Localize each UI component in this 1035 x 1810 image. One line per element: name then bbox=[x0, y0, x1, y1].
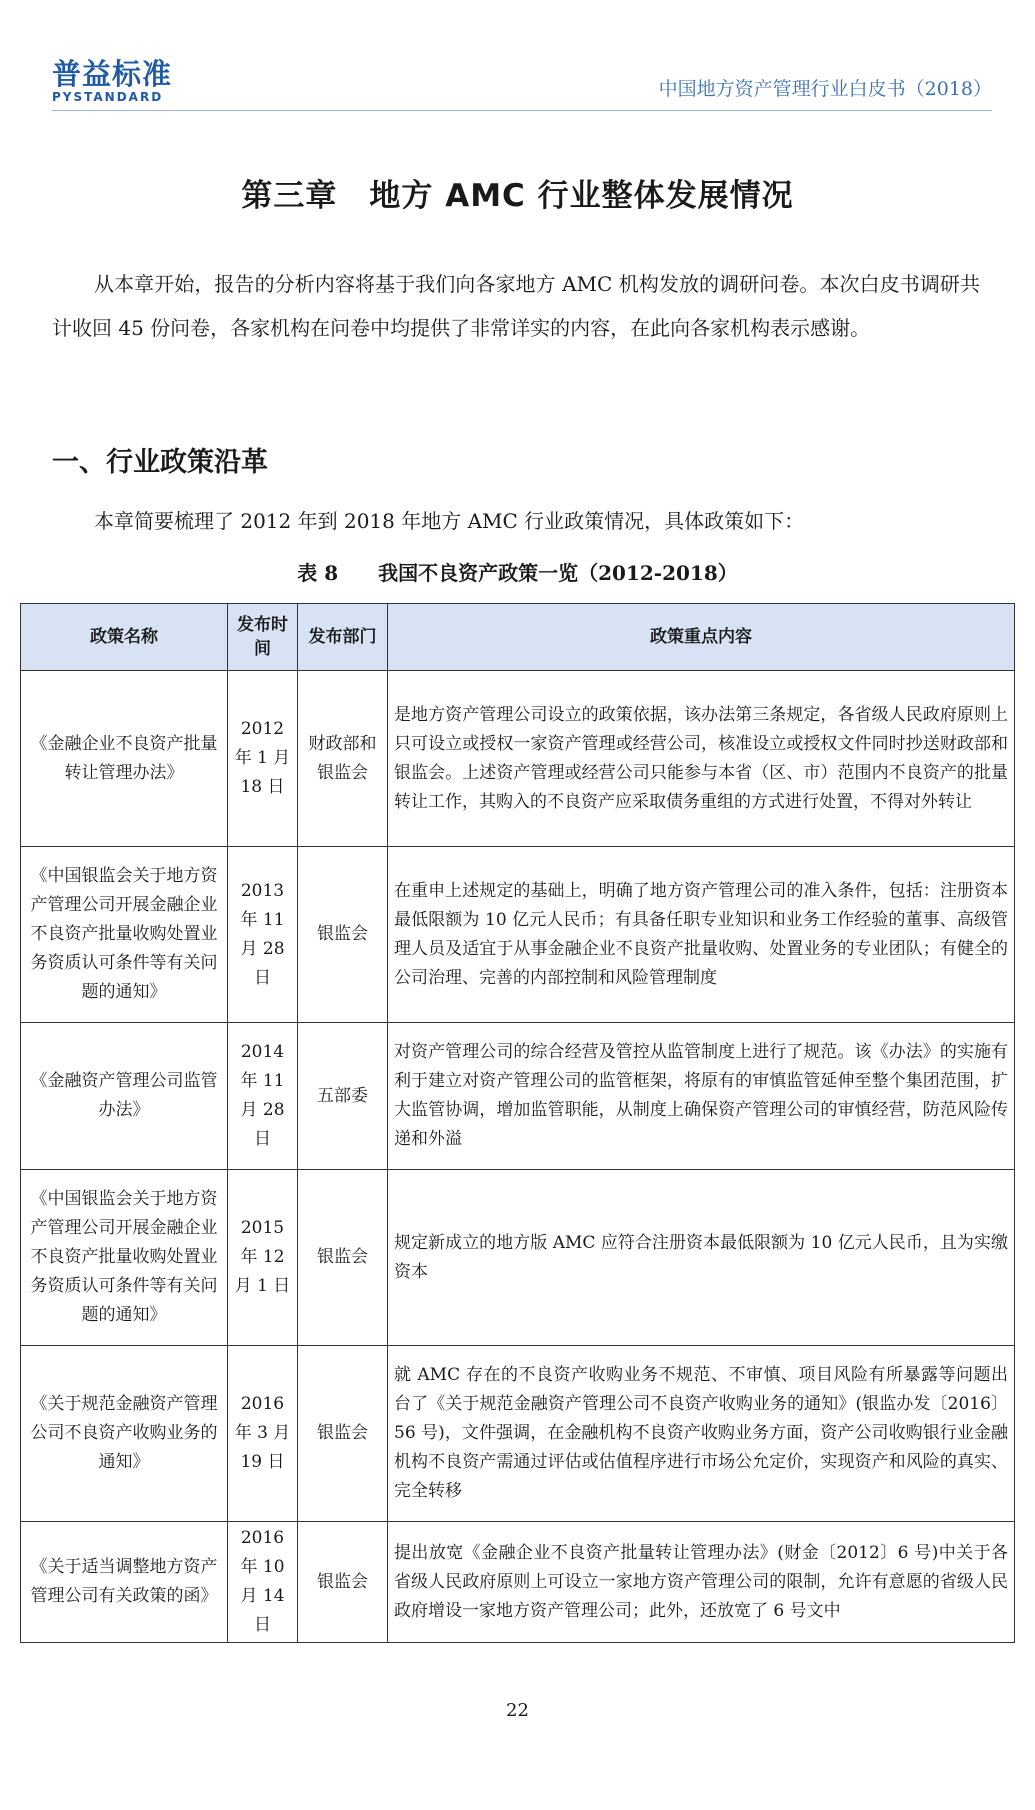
header-release-date: 发布时间 bbox=[228, 604, 298, 671]
policy-name: 《中国银监会关于地方资产管理公司开展金融企业不良资产批量收购处置业务资质认可条件等有关问题的通知》 bbox=[21, 1170, 228, 1346]
key-content: 是地方资产管理公司设立的政策依据，该办法第三条规定，各省级人民政府原则上只可设立或授权一家资产管理或经营公司，核准设立或授权文件同时抄送财政部和银监会。上述资产管理或经营公司只能参与本省（区、市）范围内不良资产的批量转让工作，其购入的不良资产应采取债务重组的方式进行处置，不得对外转让 bbox=[388, 671, 1015, 847]
department: 财政部和银监会 bbox=[298, 671, 388, 847]
table-row bbox=[21, 847, 1015, 1023]
logo-chinese: 普益标准 bbox=[52, 57, 173, 91]
table-row bbox=[21, 1522, 1015, 1643]
key-content: 在重申上述规定的基础上，明确了地方资产管理公司的准入条件，包括：注册资本最低限额为 10 亿元人民币；有具备任职专业知识和业务工作经验的董事、高级管理人员及适宜于从事金融企业不良资产批量收购、处置业务的专业团队；有健全的公司治理、完善的内部控制和风险管理制度 bbox=[388, 847, 1015, 1023]
department: 银监会 bbox=[298, 847, 388, 1023]
release-date: 2012 年 1 月 18 日 bbox=[228, 671, 298, 847]
department: 银监会 bbox=[298, 1170, 388, 1346]
logo-english: PYSTANDARD bbox=[52, 90, 164, 104]
header-department: 发布部门 bbox=[298, 604, 388, 671]
page-number: 22 bbox=[506, 1700, 529, 1721]
table-row bbox=[21, 1346, 1015, 1522]
page-header bbox=[52, 58, 992, 108]
logo bbox=[52, 58, 172, 104]
table-row bbox=[21, 1023, 1015, 1170]
department: 五部委 bbox=[298, 1023, 388, 1170]
key-content: 就 AMC 存在的不良资产收购业务不规范、不审慎、项目风险有所暴露等问题出台了《关于规范金融资产管理公司不良资产收购业务的通知》(银监办发〔2016〕56 号)，文件强调，在金融机构不良资产收购业务方面，资产公司收购银行业金融机构不良资产需通过评估或估值程序进行市场公允定价，实现资产和风险的真实、完全转移 bbox=[388, 1346, 1015, 1522]
section-intro: 本章简要梳理了 2012 年到 2018 年地方 AMC 行业政策情况，具体政策如下： bbox=[94, 509, 805, 533]
document-title: 中国地方资产管理行业白皮书（2018） bbox=[658, 78, 992, 100]
table-row bbox=[21, 671, 1015, 847]
intro-paragraph: 从本章开始，报告的分析内容将基于我们向各家地方 AMC 机构发放的调研问卷。本次白皮书调研共计收回 45 份问卷，各家机构在问卷中均提供了非常详实的内容，在此向各家机构表示感谢。 bbox=[52, 272, 980, 340]
policy-table bbox=[20, 603, 1015, 1643]
chapter-title: 第三章 地方 AMC 行业整体发展情况 bbox=[241, 178, 794, 214]
header-divider bbox=[52, 110, 992, 111]
header-policy-name: 政策名称 bbox=[21, 604, 228, 671]
table-caption: 表 8 我国不良资产政策一览（2012-2018） bbox=[297, 561, 738, 585]
policy-name: 《金融企业不良资产批量转让管理办法》 bbox=[21, 671, 228, 847]
release-date: 2014 年 11 月 28 日 bbox=[228, 1023, 298, 1170]
department: 银监会 bbox=[298, 1346, 388, 1522]
release-date: 2016 年 10 月 14 日 bbox=[228, 1522, 298, 1643]
policy-name: 《关于规范金融资产管理公司不良资产收购业务的通知》 bbox=[21, 1346, 228, 1522]
policy-name: 《金融资产管理公司监管办法》 bbox=[21, 1023, 228, 1170]
table-header-row bbox=[21, 604, 1015, 671]
release-date: 2015 年 12 月 1 日 bbox=[228, 1170, 298, 1346]
key-content: 提出放宽《金融企业不良资产批量转让管理办法》(财金〔2012〕6 号)中关于各省级人民政府原则上可设立一家地方资产管理公司的限制，允许有意愿的省级人民政府增设一家地方资产管理公司；此外，还放宽了 6 号文中 bbox=[388, 1522, 1015, 1643]
department: 银监会 bbox=[298, 1522, 388, 1643]
release-date: 2013 年 11 月 28 日 bbox=[228, 847, 298, 1023]
release-date: 2016 年 3 月 19 日 bbox=[228, 1346, 298, 1522]
section-heading: 一、行业政策沿革 bbox=[52, 447, 268, 478]
table-row bbox=[21, 1170, 1015, 1346]
policy-name: 《关于适当调整地方资产管理公司有关政策的函》 bbox=[21, 1522, 228, 1643]
policy-name: 《中国银监会关于地方资产管理公司开展金融企业不良资产批量收购处置业务资质认可条件等有关问题的通知》 bbox=[21, 847, 228, 1023]
key-content: 规定新成立的地方版 AMC 应符合注册资本最低限额为 10 亿元人民币，且为实缴资本 bbox=[388, 1170, 1015, 1346]
key-content: 对资产管理公司的综合经营及管控从监管制度上进行了规范。该《办法》的实施有利于建立对资产管理公司的监管框架，将原有的审慎监管延伸至整个集团范围，扩大监管协调，增加监管职能，从制度上确保资产管理公司的审慎经营，防范风险传递和外溢 bbox=[388, 1023, 1015, 1170]
header-key-content: 政策重点内容 bbox=[388, 604, 1015, 671]
